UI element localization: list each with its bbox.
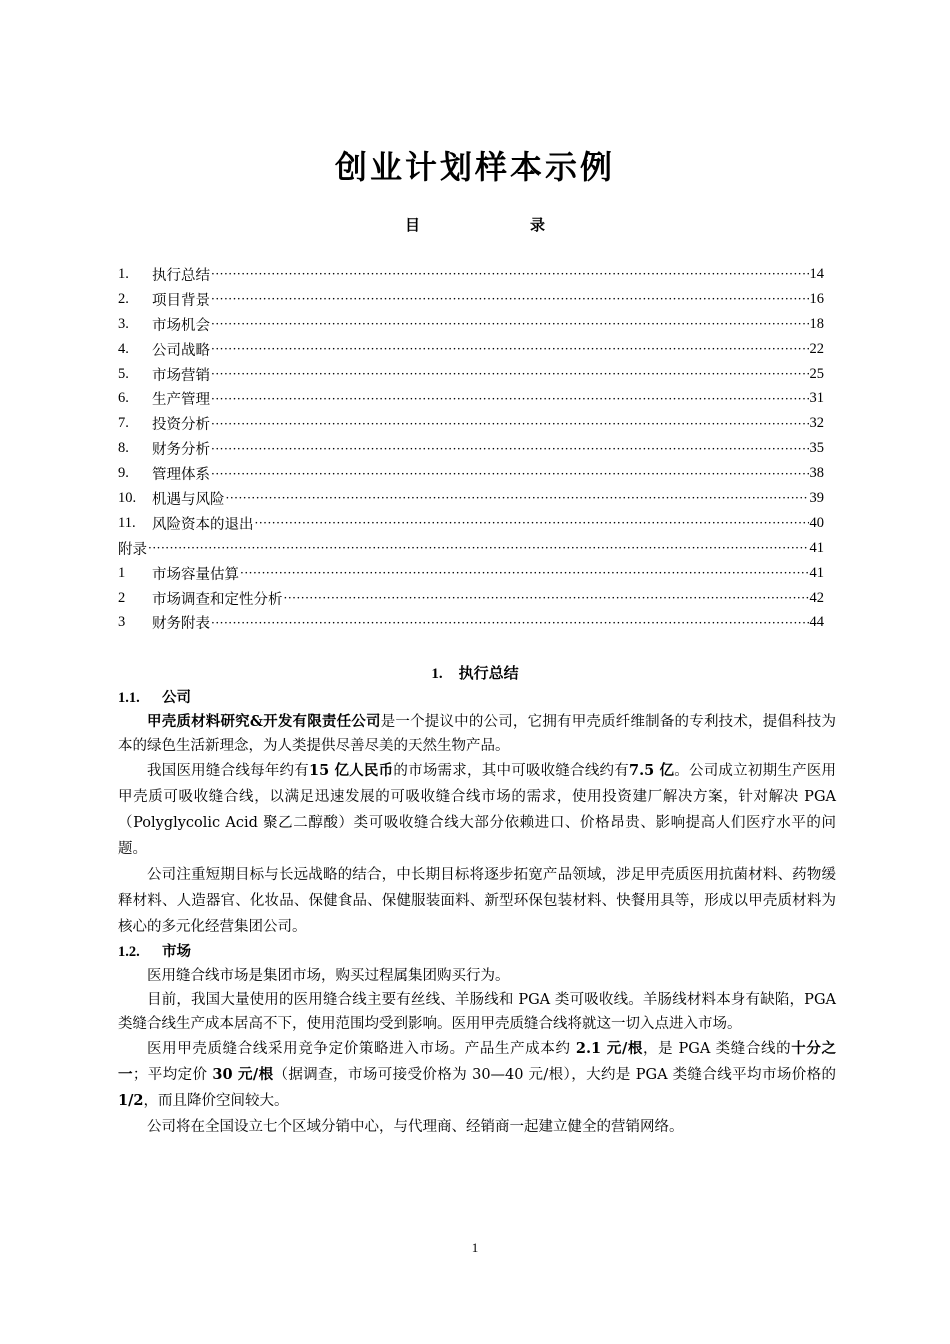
subsection-title: 公司	[162, 689, 191, 706]
document-title: 创业计划样本示例	[334, 148, 615, 186]
toc-entry[interactable]	[118, 362, 824, 387]
toc-entry-label: 项目背景	[152, 292, 210, 309]
subsection-heading	[118, 940, 836, 964]
toc-entry[interactable]	[118, 262, 824, 287]
toc-entry-label: 市场调查和定性分析	[152, 591, 283, 608]
section-title: 执行总结	[458, 664, 519, 682]
toc-leader-dots	[255, 516, 809, 530]
toc-entry[interactable]	[118, 461, 824, 486]
toc-entry-label: 生产管理	[152, 392, 210, 409]
toc-heading-right: 录	[530, 216, 546, 234]
toc-leader-dots	[284, 591, 809, 605]
paragraph: 目前，我国大量使用的医用缝合线主要有丝线、羊肠线和 PGA 类可吸收线。羊肠线材料本身有缺陷，PGA 类缝合线生产成本居高不下，使用范围均受到影响。医用甲壳质缝合线将就这一切入点进入市场。	[118, 992, 836, 1032]
toc-entry-page: 40	[809, 514, 824, 531]
paragraph-text: 。公司成立初期生产医用甲壳质可吸收缝合线，以满足迅速发展的可吸收缝合线市场的需求，使用投资建厂解决方案，针对解决 PGA（Polyglycolic Acid 聚乙二醇酸）类可吸收缝合线大部分依赖进口、价格昂贵、影响提高人们医疗水平的问题。	[118, 763, 837, 857]
toc-entry-page: 44	[809, 614, 824, 631]
toc-entry-number: 2.	[118, 290, 129, 307]
toc-entry[interactable]	[118, 287, 824, 312]
section-heading	[0, 662, 950, 683]
subsection-number: 1.1.	[118, 690, 140, 706]
toc-entry-label: 公司战略	[152, 342, 210, 359]
toc-entry-appendix[interactable]	[118, 536, 824, 561]
paragraph	[118, 1036, 836, 1114]
toc-leader-dots	[148, 541, 809, 555]
toc-entry-page: 16	[809, 290, 824, 307]
toc-entry-number: 6.	[118, 390, 129, 407]
paragraph	[118, 710, 836, 758]
toc-heading	[0, 214, 950, 235]
toc-leader-dots	[240, 566, 809, 580]
toc-entry-number: 11.	[118, 514, 136, 531]
paragraph: 公司将在全国设立七个区域分销中心，与代理商、经销商一起建立健全的营销网络。	[147, 1119, 684, 1135]
toc-entry-number: 3.	[118, 315, 129, 332]
paragraph-text: 医用甲壳质缝合线采用竞争定价策略进入市场。产品生产成本约	[147, 1041, 576, 1057]
emphasis: 15 亿人民币	[309, 762, 394, 779]
toc-entry-number: 10.	[118, 489, 137, 506]
paragraph: 医用缝合线市场是集团市场，购买过程属集团购买行为。	[147, 968, 510, 984]
emphasis: 1/2	[118, 1092, 144, 1109]
toc-entry-number: 5.	[118, 365, 129, 382]
subsection-title: 市场	[162, 943, 191, 960]
emphasis: 十分之一	[118, 1040, 837, 1083]
toc-entry-label: 附录	[118, 541, 147, 558]
toc-entry-page: 39	[809, 489, 824, 506]
toc-entry-page: 14	[809, 265, 824, 282]
paragraph-text: 是一个提议中的公司，它拥有甲壳质纤维制备的专利技术，提倡科技为本的绿色生活新理念，为人类提供尽善尽美的天然生物产品。	[118, 714, 836, 754]
company-name: 甲壳质材料研究&开发有限责任公司	[147, 713, 381, 730]
toc-heading-left: 目	[404, 216, 420, 234]
toc-entry-number: 8.	[118, 440, 129, 457]
toc-entry-page: 42	[809, 589, 824, 606]
paragraph-text: 我国医用缝合线每年约有	[147, 763, 309, 779]
toc-entry[interactable]	[118, 561, 824, 586]
toc-entry[interactable]	[118, 511, 824, 536]
toc-entry-number: 1	[118, 564, 126, 581]
page-number: 1	[471, 1240, 479, 1255]
toc-entry[interactable]	[118, 337, 824, 362]
toc-leader-dots	[211, 317, 809, 331]
emphasis: 30 元/根	[212, 1066, 274, 1083]
toc-leader-dots	[211, 467, 809, 481]
toc-entry[interactable]	[118, 386, 824, 411]
toc-leader-dots	[211, 392, 809, 406]
toc-entry-page: 38	[809, 465, 824, 482]
toc-entry[interactable]	[118, 411, 824, 436]
toc-leader-dots	[211, 267, 809, 281]
paragraph: 公司注重短期目标与长远战略的结合，中长期目标将逐步拓宽产品领域，涉足甲壳质医用抗菌材料、药物缓释材料、人造器官、化妆品、保健食品、保健服装面料、新型环保包装材料、快餐用具等，形成以甲壳质材料为核心的多元化经营集团公司。	[118, 867, 836, 935]
toc-entry-number: 2	[118, 589, 126, 606]
toc-leader-dots	[211, 616, 809, 630]
toc-entry-number: 1.	[118, 265, 129, 282]
toc-entry[interactable]	[118, 312, 824, 337]
toc-entry-label: 市场营销	[152, 367, 210, 384]
toc-entry-page: 22	[809, 340, 824, 357]
toc-entry-page: 18	[809, 315, 824, 332]
toc-entry-page: 41	[809, 539, 824, 556]
toc-entry-page: 25	[809, 365, 824, 382]
paragraph-text: ，而且降价空间较大。	[143, 1093, 289, 1109]
toc-entry-number: 9.	[118, 465, 129, 482]
emphasis: 7.5 亿	[629, 762, 675, 779]
toc-entry-number: 7.	[118, 415, 129, 432]
toc-entry-label: 投资分析	[152, 417, 210, 434]
paragraph-text: ；平均定价	[132, 1067, 213, 1083]
toc-entry-label: 管理体系	[152, 467, 210, 484]
toc-leader-dots	[226, 491, 809, 505]
toc-entry-label: 市场机会	[152, 317, 210, 334]
toc-entry-label: 执行总结	[152, 267, 210, 284]
toc-entry-label: 机遇与风险	[152, 491, 225, 508]
toc-entry-number: 4.	[118, 340, 129, 357]
toc-entry-label: 风险资本的退出	[152, 516, 254, 533]
toc-entry[interactable]	[118, 586, 824, 611]
toc-entry[interactable]	[118, 486, 824, 511]
toc-leader-dots	[211, 342, 809, 356]
toc-entry-number: 3	[118, 614, 126, 631]
paragraph-text: 的市场需求，其中可吸收缝合线约有	[393, 763, 630, 779]
toc-entry-page: 31	[809, 390, 824, 407]
subsection-number: 1.2.	[118, 944, 140, 960]
toc-leader-dots	[211, 417, 809, 431]
toc-entry-label: 财务附表	[152, 616, 210, 633]
paragraph	[118, 758, 836, 862]
toc-entry-page: 41	[809, 564, 824, 581]
toc-entry[interactable]	[118, 610, 824, 635]
table-of-contents	[118, 262, 824, 635]
toc-entry-page: 32	[809, 415, 824, 432]
toc-entry[interactable]	[118, 436, 824, 461]
toc-entry-label: 财务分析	[152, 442, 210, 459]
paragraph-text: （据调查，市场可接受价格为 30—40 元/根），大约是 PGA 类缝合线平均市场价格的	[273, 1067, 837, 1083]
section-body	[118, 686, 836, 1140]
emphasis: 2.1 元/根	[575, 1040, 644, 1057]
toc-entry-label: 市场容量估算	[152, 566, 239, 583]
toc-leader-dots	[211, 442, 809, 456]
section-number: 1.	[431, 666, 443, 682]
toc-leader-dots	[211, 292, 809, 306]
paragraph-text: ，是 PGA 类缝合线的	[643, 1041, 792, 1057]
subsection-heading	[118, 686, 836, 710]
toc-entry-page: 35	[809, 440, 824, 457]
toc-leader-dots	[211, 367, 809, 381]
